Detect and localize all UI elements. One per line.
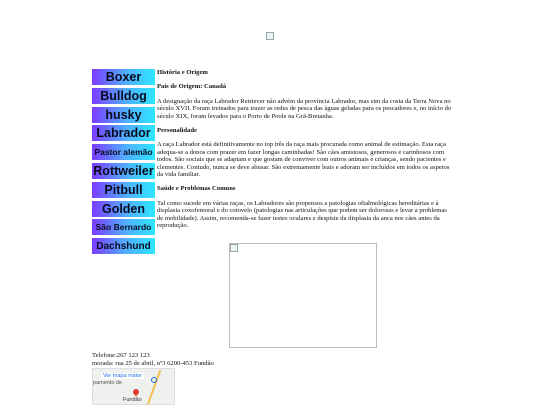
nav-button-rottweiler[interactable]: Rottweiler bbox=[93, 163, 154, 178]
nav-button-boxer[interactable]: Boxer bbox=[92, 69, 155, 85]
history-heading: História e Origem bbox=[157, 69, 208, 76]
origin-heading: País de Origem: Canadá bbox=[157, 83, 227, 91]
nav-button-golden[interactable]: Golden bbox=[92, 201, 155, 217]
nav-button-bulldog[interactable]: Bulldog bbox=[92, 88, 155, 104]
broken-image-icon bbox=[266, 32, 274, 40]
breed-article bbox=[157, 69, 453, 237]
map-town-label: Fundão bbox=[123, 397, 142, 403]
origin-paragraph: A designação da raça Labrador Retriever não advém da província Labrador, mas sim da costa da Terra Nova no século XVII. Foram treinados para trazer as redes de pesca das águas geladas para os pescadores e, no início do século XIX, foram levados para o Porto de Poole na Grã-Bretanha. bbox=[157, 97, 452, 120]
phone-text: Telefone:267 123 123 bbox=[92, 352, 150, 359]
health-paragraph: Tal como sucede em várias raças, os Labradores são propensos a patologias oftalmológicas hereditárias e à displasia coxofemoral e do cotovelo (patologias nas articulações que podem ser dolorosas e levar a problemas de mobilidade). Assim, recomenda-se fazer testes oculares e despiste da displasia da anca nos cães antes da reprodução. bbox=[157, 199, 447, 230]
nav-button-pitbull[interactable]: Pitbull bbox=[92, 182, 155, 198]
directions-icon[interactable] bbox=[151, 377, 157, 383]
nav-button-pastor-alemao[interactable]: Pastor alemão bbox=[92, 144, 155, 160]
map-road bbox=[147, 370, 162, 405]
nav-button-husky[interactable]: husky bbox=[92, 107, 155, 123]
health-heading: Saúde e Problemas Comuns bbox=[157, 185, 236, 193]
personality-heading: Personalidade bbox=[157, 127, 197, 135]
map-pin-icon bbox=[132, 388, 140, 396]
map-place-label: pamento de bbox=[93, 380, 123, 386]
broken-image-icon bbox=[230, 244, 238, 252]
embedded-map[interactable] bbox=[92, 368, 175, 405]
breed-image-frame bbox=[229, 243, 377, 348]
nav-button-sao-bernardo[interactable]: São Bernardo bbox=[92, 219, 155, 235]
nav-button-labrador[interactable]: Labrador bbox=[92, 125, 155, 141]
view-larger-map-link[interactable]: Ver mapa maior bbox=[103, 373, 142, 379]
nav-button-dachshund[interactable]: Dachshund bbox=[92, 238, 155, 254]
personality-paragraph: A raça Labrador está definitivamente no top três da raça mais procurada como animal de estimação. Esta raça adequa-se a donos com prazer em fazer longas caminhadas! São cães amistosos, generosos e carinhosos com todos. São sociais que se adaptam e que gostam de conviver com outros animais e crianças, sendo pacientes e clementes. Contudo, nunca se deve abusar. São extremamente leais e adoram ser incluídos em todos os aspetos da vida familiar. bbox=[157, 141, 450, 179]
address-text: morada: rua 25 de abril, nº3 6200-453 Fundão bbox=[92, 359, 214, 367]
contact-info bbox=[92, 352, 214, 367]
breed-nav bbox=[92, 69, 155, 257]
